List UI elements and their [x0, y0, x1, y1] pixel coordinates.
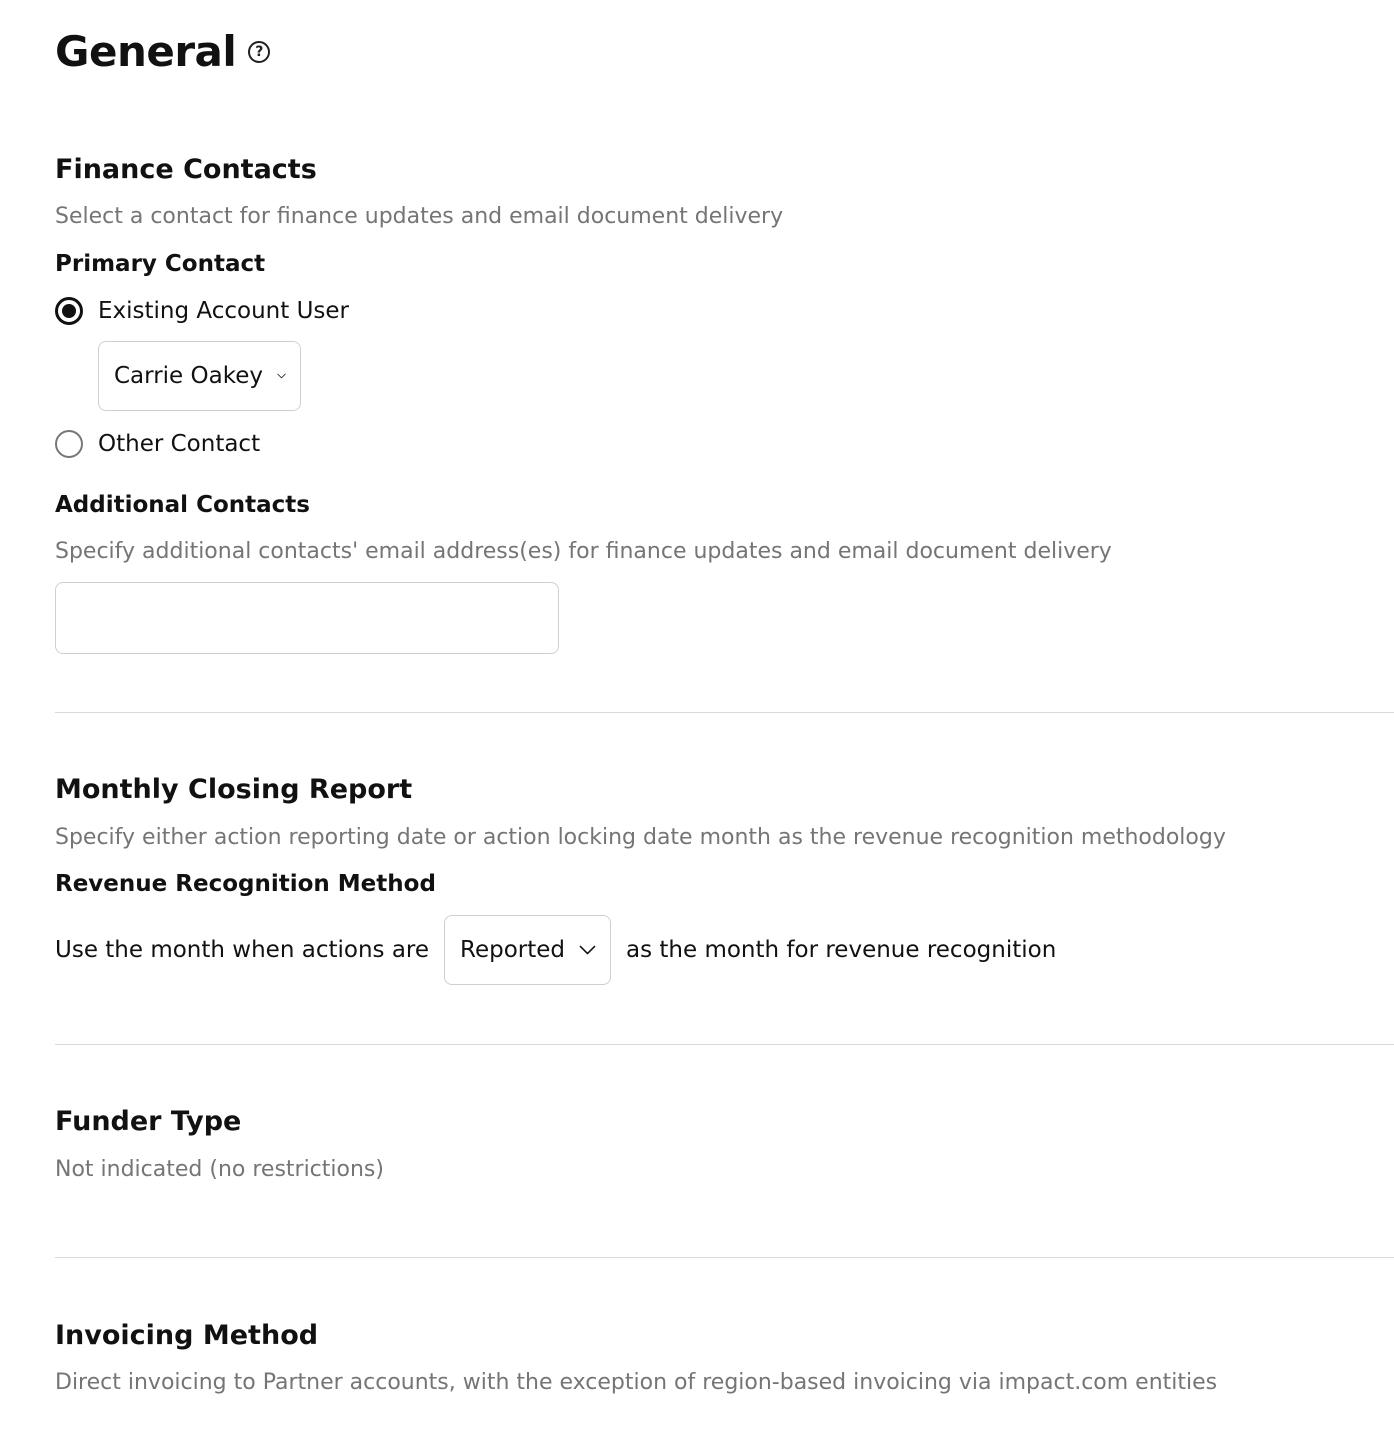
monthly-closing-heading: Monthly Closing Report [55, 774, 413, 805]
revenue-recognition-label: Revenue Recognition Method [55, 871, 436, 897]
revenue-recognition-suffix: as the month for revenue recognition [626, 937, 1057, 963]
existing-account-user-label: Existing Account User [98, 298, 350, 324]
section-divider [55, 1044, 1394, 1045]
chevron-down-icon [579, 942, 596, 958]
existing-account-user-radio[interactable] [55, 297, 83, 325]
account-user-select[interactable] [98, 341, 301, 411]
page-title: General [55, 27, 237, 76]
help-icon[interactable]: ? [248, 41, 270, 63]
invoicing-method-description: Direct invoicing to Partner accounts, with the exception of region-based invoicing via impact.com entities [55, 1370, 1218, 1395]
additional-contacts-input[interactable] [55, 582, 559, 654]
other-contact-radio[interactable] [55, 430, 83, 458]
page-title-row [55, 24, 270, 80]
existing-account-user-radio-option[interactable] [55, 294, 349, 328]
funder-type-heading: Funder Type [55, 1106, 242, 1137]
revenue-method-select-value: Reported [460, 937, 566, 963]
revenue-recognition-row [55, 914, 1056, 986]
funder-type-value: Not indicated (no restrictions) [55, 1157, 384, 1182]
primary-contact-label: Primary Contact [55, 251, 266, 277]
chevron-down-icon [277, 368, 286, 384]
account-user-select-value: Carrie Oakey [114, 363, 263, 389]
monthly-closing-description: Specify either action reporting date or action locking date month as the revenue recognition methodology [55, 825, 1226, 850]
other-contact-radio-option[interactable] [55, 427, 260, 461]
other-contact-label: Other Contact [98, 431, 261, 457]
section-divider [55, 1257, 1394, 1258]
additional-contacts-description: Specify additional contacts' email address(es) for finance updates and email document delivery [55, 539, 1112, 564]
finance-contacts-heading: Finance Contacts [55, 154, 317, 185]
additional-contacts-label: Additional Contacts [55, 492, 310, 518]
revenue-method-select[interactable] [444, 915, 611, 985]
revenue-recognition-prefix: Use the month when actions are [55, 937, 430, 963]
section-divider [55, 712, 1394, 713]
general-settings-page [55, 0, 1394, 1434]
finance-contacts-description: Select a contact for finance updates and email document delivery [55, 204, 784, 229]
invoicing-method-heading: Invoicing Method [55, 1320, 319, 1351]
